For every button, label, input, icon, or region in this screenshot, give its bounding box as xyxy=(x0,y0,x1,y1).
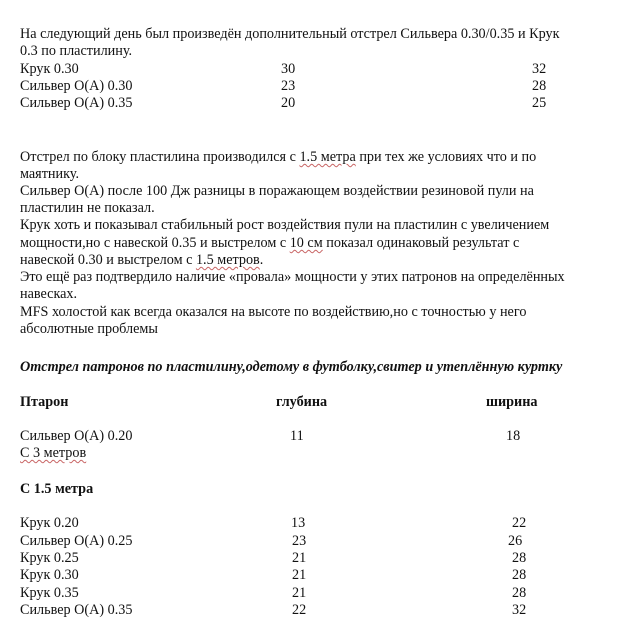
intro-line-1: На следующий день был произведён дополнительный отстрел Сильвера 0.30/0.35 и Крук xyxy=(20,26,560,42)
para-line-5: Крук хоть и показывал стабильный рост воздействия пули на пластилин с увеличением xyxy=(20,217,550,233)
para-line-8: Это ещё раз подтвердило наличие «провала» мощности у этих патронов на определённых xyxy=(20,269,565,285)
row-3m-b: 18 xyxy=(506,428,521,444)
table2-row-b: 28 xyxy=(512,550,527,566)
table2-row-a: 21 xyxy=(292,585,307,601)
table2-row-a: 22 xyxy=(292,602,307,618)
table2-row-a: 21 xyxy=(292,550,307,566)
para-line-1: Отстрел по блоку пластилина производился с 1.5 метра при тех же условиях что и по xyxy=(20,149,537,165)
table1-row-name: Сильвер О(А) 0.35 xyxy=(20,95,133,111)
row-3m-name: Сильвер О(А) 0.20 xyxy=(20,428,133,444)
para-line-10: MFS холостой как всегда оказался на высоте по воздействию,но с точностью у него xyxy=(20,304,527,320)
table1-row-b: 28 xyxy=(532,78,547,94)
table2-row-b: 28 xyxy=(512,567,527,583)
para-line-7: навеской 0.30 и выстрелом с 1.5 метров. xyxy=(20,252,264,268)
table1-row-name: Крук 0.30 xyxy=(20,61,79,77)
table2-row-b: 26 xyxy=(508,533,523,549)
table2-row-name: Сильвер О(А) 0.35 xyxy=(20,602,133,618)
table2-row-name: Крук 0.30 xyxy=(20,567,79,583)
section-title: Отстрел патронов по пластилину,одетому в футболку,свитер и утеплённую куртку xyxy=(20,359,563,375)
para-line-11: абсолютные проблемы xyxy=(20,321,158,337)
table2-row-b: 22 xyxy=(512,515,527,531)
table1-row-b: 32 xyxy=(532,61,547,77)
table2-row-name: Крук 0.35 xyxy=(20,585,79,601)
table1-row-b: 25 xyxy=(532,95,547,111)
intro-line-2: 0.3 по пластилину. xyxy=(20,43,133,59)
para-line-9: навесках. xyxy=(20,286,78,302)
table2-row-b: 32 xyxy=(512,602,527,618)
table2-row-a: 21 xyxy=(292,567,307,583)
table2-row-a: 13 xyxy=(291,515,306,531)
table2-row-name: Крук 0.20 xyxy=(20,515,79,531)
table1-row-a: 23 xyxy=(281,78,296,94)
subheader-1-5m: С 1.5 метра xyxy=(20,481,94,497)
table2-row-name: Крук 0.25 xyxy=(20,550,79,566)
header-depth: глубина xyxy=(276,394,328,410)
table1-row-a: 30 xyxy=(281,61,296,77)
para-line-4: пластилин не показал. xyxy=(20,200,155,216)
table2-row-name: Сильвер О(А) 0.25 xyxy=(20,533,133,549)
para-line-6: мощности,но с навеской 0.35 и выстрелом с 10 см показал одинаковый результат с xyxy=(20,235,520,251)
header-cartridge: Птарон xyxy=(20,394,69,410)
row-3m-note: С 3 метров xyxy=(20,445,87,461)
row-3m-a: 11 xyxy=(290,428,304,444)
header-width: ширина xyxy=(486,394,538,410)
table2-row-b: 28 xyxy=(512,585,527,601)
table2-row-a: 23 xyxy=(292,533,307,549)
table1-row-name: Сильвер О(А) 0.30 xyxy=(20,78,133,94)
para-line-3: Сильвер О(А) после 100 Дж разницы в поражающем воздействии резиновой пули на xyxy=(20,183,534,199)
para-line-2: маятнику. xyxy=(20,166,79,182)
table1-row-a: 20 xyxy=(281,95,296,111)
